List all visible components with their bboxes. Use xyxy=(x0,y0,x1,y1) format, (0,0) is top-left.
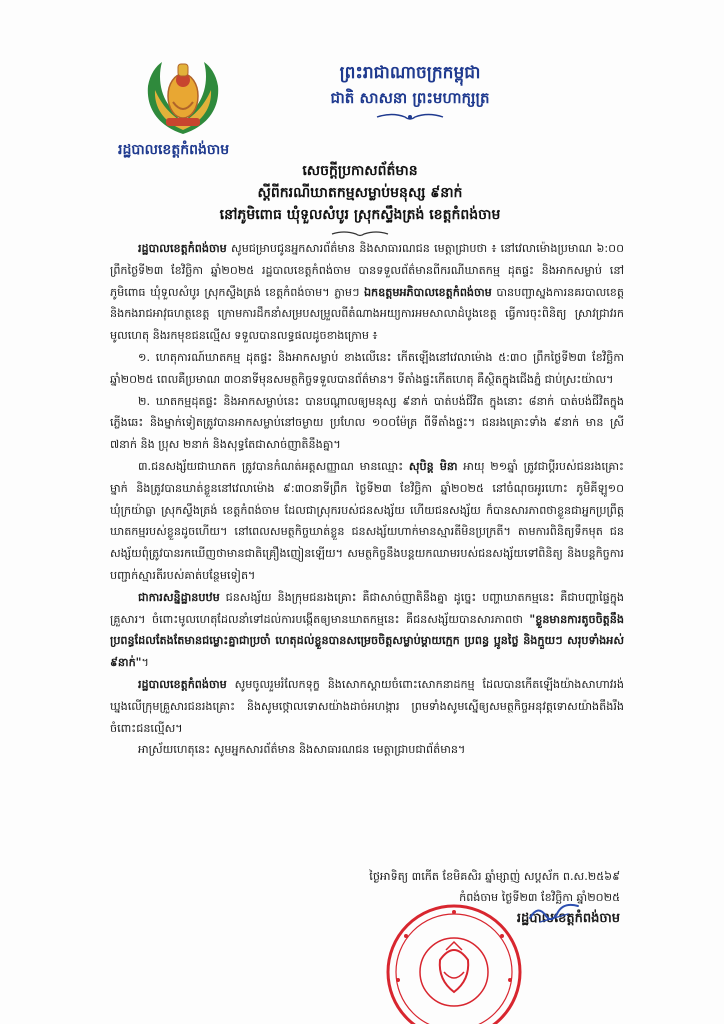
provincial-emblem-icon xyxy=(138,56,228,138)
tacteing-ornament-icon xyxy=(375,112,445,122)
kingdom-motto xyxy=(260,60,560,122)
paragraph-closing: អាស្រ័យហេតុនេះ សូមអ្នកសារព័ត៌មាន និងសាធារណជន មេត្តាជ្រាបជាព័ត៌មាន។ xyxy=(138,743,466,757)
authority-lead: រដ្ឋបាលខេត្តកំពង់ចាម xyxy=(138,242,227,255)
paragraph-conclusion: ជាការសន្និដ្ឋានបឋម ជនសង្ស័យ និងក្រុមជនរងគ្រោះ គឺជាសាច់ញាតិនឹងគ្នា ដូច្នេះ បញ្ហាឃាតកម្មនេះ គឺជាបញ្ហាផ្ទៃក្នុងគ្រួសារ។ ចំពោះមូលហេតុដែលនាំទៅដល់ការបង្កើតឲ្យមានឃាតកម្មនេះ គឺជនសង្ស័យបានសារភាពថា "ខ្លួនមានការតូចចិត្តនឹងប្រពន្ធដែលតែងតែមានជម្លោះគ្នាជាប្រចាំ ហេតុដល់ខ្លួនបានសម្រេចចិត្តសម្លាប់ម្ដាយក្មេក ប្រពន្ធ ប្អូនថ្លៃ និងក្មួយៗ សរុបទាំងអស់ ៩នាក់"។ xyxy=(110,590,624,670)
place-and-date: កំពង់ចាម ថ្ងៃទី២៣ ខែវិច្ឆិកា ឆ្នាំ២០២៥ xyxy=(459,891,620,904)
issuing-authority: រដ្ឋបាលខេត្តកំពង់ចាម xyxy=(118,142,230,158)
paragraph-point-1: ១. ហេតុការណ៍ឃាតកម្ម ដុតផ្ទះ និងអាកសម្លាប់ ខាងលើនេះ កើតឡើងនៅវេលាម៉ោង ៥:៣០ ព្រឹកថ្ងៃទី២៣ ខែវិច្ឆិកា ឆ្នាំ២០២៥ ពេលគឺប្រមាណ ៣០នាទីមុនសមត្ថកិច្ចទទួលបានព័ត៌មាន។ ទីតាំងផ្ទះកើតហេតុ គឺស្ថិតក្នុងជើងភ្នំ ជាប់ស្រះយ៉ាល។ xyxy=(110,350,624,386)
nation-religion-king: ជាតិ សាសនា ព្រះមហាក្សត្រ xyxy=(330,89,490,107)
document-body xyxy=(110,238,624,761)
suspect-confession-quote: "ខ្លួនមានការតូចចិត្តនឹងប្រពន្ធដែលតែងតែមានជម្លោះគ្នាជាប្រចាំ ហេតុដល់ខ្លួនបានសម្រេចចិត្តសម្លាប់ម្ដាយក្មេក ប្រពន្ធ ប្អូនថ្លៃ និងក្មួយៗ សរុបទាំងអស់ ៩នាក់" xyxy=(110,612,624,670)
blue-handwritten-signature-icon xyxy=(528,898,580,926)
paragraph-condolence: រដ្ឋបាលខេត្តកំពង់ចាម សូមចូលរួមរំលែកទុក្ខ និងសោកស្តាយចំពោះសោកនាដកម្ម ដែលបានកើតឡើងយ៉ាងសាហាវរង់ឃ្នងលើក្រុមគ្រួសារជនរងគ្រោះ និងសូមថ្កោលទោសយ៉ាងដាច់អហង្ការ ព្រមទាំងសូមស្នើឲ្យសមត្ថកិច្ចអនុវត្តទោសយ៉ាងតឹងរឹងចំពោះជនល្មើស។ xyxy=(110,677,624,735)
paragraph-point-3: ៣.ជនសង្ស័យជាឃាតក ត្រូវបានកំណត់អត្តសញ្ញាណ មានឈ្មោះ សុបិន្ត មិនា អាយុ ២១ឆ្នាំ ត្រូវជាប្តីរបស់ជនរងគ្រោះម្នាក់ និងត្រូវបានឃាត់ខ្លួននៅវេលាម៉ោង ៩:៣០នាទីព្រឹក ថ្ងៃទី២៣ ខែវិច្ឆិកា ឆ្នាំ២០២៥ នៅចំណុចអូរហោះ ភូមិគីឡូ១០ ឃុំក្រយ៉ាធ្លា ស្រុកស្ទឹងត្រង់ ខេត្តកំពង់ចាម ដែលជាស្រុករបស់ជនសង្ស័យ ហើយជនសង្ស័យ ក៏បានសារភាពថាខ្លួនជាអ្នកប្រព្រឹត្តឃាតកម្មរបស់ខ្លួនដូចហើយ។ នៅពេលសមត្ថកិច្ចឃាត់ខ្លួន ជនសង្ស័យហាក់មានស្មារតីមិនប្រក្រតី។ តាមការពិនិត្យទឹកមុត ជនសង្ស័យពុំត្រូវបានរកឃើញថាមានជាតិគ្រឿងញៀនឡើយ។ សមត្ថកិច្ចនឹងបន្តយកឈាមរបស់ជនសង្ស័យទៅពិនិត្យ និងបន្តកិច្ចការបញ្ជាក់ស្មារតីរបស់គាត់បន្ថែមទៀត។ xyxy=(110,459,624,582)
red-official-seal-icon xyxy=(384,900,524,1024)
signer-name: រដ្ឋបាលខេត្តកំពង់ចាម xyxy=(516,911,620,926)
title-line-2: ស្តីពីករណីឃាតកម្មសម្លាប់មនុស្ស ៩នាក់ xyxy=(257,185,463,201)
title-line-3: នៅភូមិពោធ ឃុំទួលសំបូរ ស្រុកស្ទឹងត្រង់ ខេត្តកំពង់ចាម xyxy=(219,207,501,223)
authority-lead: រដ្ឋបាលខេត្តកំពង់ចាម xyxy=(138,677,227,691)
kingdom-name: ព្រះរាជាណាចក្រកម្ពុជា xyxy=(339,63,481,83)
document-title xyxy=(150,160,570,238)
paragraph-point-2: ២. ឃាតកម្មដុតផ្ទះ និងអាកសម្លាប់នេះ បានបណ្តាលឲ្យមនុស្ស ៩នាក់ បាត់បង់ជីវិត ក្នុងនោះ ៨នាក់ បាត់បង់ជីវិតក្នុងភ្លើងឆេះ និងម្នាក់ទៀតត្រូវបានអាកសម្លាប់នៅចម្ងាយ ប្រហែល ១០០ម៉ែត្រ ពីទីតាំងផ្ទះ។ ជនរងគ្រោះទាំង ៩នាក់ មាន ស្រី ៧នាក់ និង ប្រុស ២នាក់ និងសុទ្ធតែជាសាច់ញាតិនឹងគ្នា។ xyxy=(110,394,624,452)
conclusion-lead: ជាការសន្និដ្ឋានបឋម xyxy=(138,590,220,604)
lunar-date: ថ្ងៃអាទិត្យ ៣កើត ខែមិគសិរ ឆ្នាំម្សាញ់ សប្តស័ក ព.ស.២៥៦៩ xyxy=(369,870,620,883)
tacteing-ornament-icon xyxy=(330,230,390,238)
paragraph-intro: រដ្ឋបាលខេត្តកំពង់ចាម សូមជម្រាបជូនអ្នកសារព័ត៌មាន និងសាធារណជន មេត្តាជ្រាបថា ៖ នៅវេលាម៉ោងប្រមាណ ៦:០០ ព្រឹកថ្ងៃទី២៣ ខែវិច្ឆិកា ឆ្នាំ២០២៥ រដ្ឋបាលខេត្តកំពង់ចាម បានទទួលព័ត៌មានពីករណីឃាតកម្ម ដុតផ្ទះ និងអាកសម្លាប់ នៅភូមិពោធ ឃុំទួលសំបូរ ស្រុកស្ទឹងត្រង់ ខេត្តកំពង់ចាម។ ភ្លាមៗ ឯកឧត្តមអភិបាលខេត្តកំពង់ចាម បានបញ្ជាស្នងការនគរបាលខេត្ត និងកងរាជអាវុធហត្ថខេត្ត ក្រោមការដឹកនាំសម្របសម្រួលពីតំណាងអយ្យការអមសាលាដំបូងខេត្ត ធ្វើការចុះពិនិត្យ ស្រាវជ្រាវរកមូលហេតុ និងរកមុខជនល្មើស ទទួលបានលទ្ធផលដូចខាងក្រោម ៖ xyxy=(110,242,624,343)
suspect-name: សុបិន្ត មិនា xyxy=(408,459,458,473)
title-line-1: សេចក្តីប្រកាសព័ត៌មាន xyxy=(302,163,418,179)
governor-title: ឯកឧត្តមអភិបាលខេត្តកំពង់ចាម xyxy=(363,285,492,299)
